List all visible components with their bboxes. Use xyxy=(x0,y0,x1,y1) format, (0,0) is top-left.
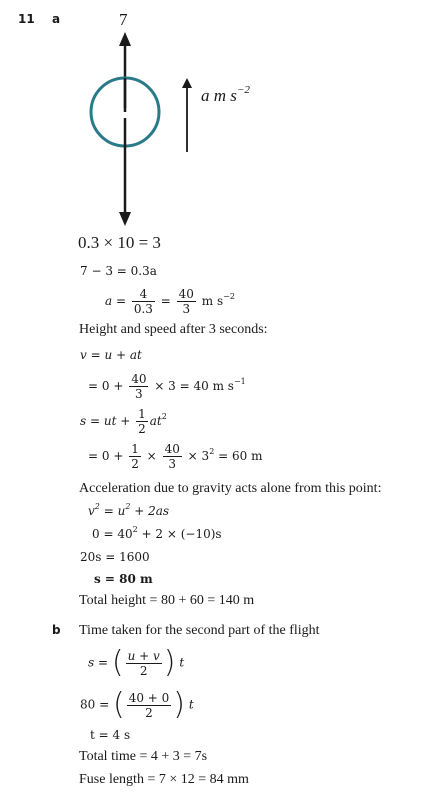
time-result: t = 4 s xyxy=(90,728,131,742)
acceleration-equation: a = $\frac{4}{0.3}$ = $\frac{40}{3}$ m $s^{-2}$ xyxy=(105,287,235,316)
height-calculation: = 0 + $\frac{1}{2}$ × $\frac{40}{3}$ × $3^2 = 60$ m xyxy=(88,442,263,471)
suvat-s-equation: s = ut + $\frac{1}{2}$ $at^2$ xyxy=(80,407,167,436)
gravity-equation-1: $v^2 = u^2 + 2as$ xyxy=(88,502,170,518)
question-number: 11 xyxy=(18,12,35,26)
gravity-result: s = 80 m xyxy=(94,572,153,586)
part-label-b: b xyxy=(52,623,61,637)
speed-calculation: = 0 + $\frac{40}{3}$ × 3 = 40 m $s^{-1}$ xyxy=(88,372,246,401)
fuse-length: Fuse length = 7 × 12 = 84 mm xyxy=(79,772,249,787)
upward-force-label: 7 xyxy=(119,10,128,29)
part-b-heading: Time taken for the second part of the flight xyxy=(79,623,320,638)
average-velocity-substitution: 80 = ( $\frac{40 + 0}{2}$ ) t xyxy=(80,687,194,722)
weight-equation: 0.3 × 10 = 3 xyxy=(78,233,161,252)
gravity-equation-2: $0 = 40^2 + 2 \times (-10)s$ xyxy=(92,525,222,541)
section-heading-gravity: Acceleration due to gravity acts alone from this point: xyxy=(79,481,382,496)
part-label-a: a xyxy=(52,12,61,26)
gravity-equation-3: 20s = 1600 xyxy=(80,550,150,564)
up-arrow-head xyxy=(119,32,131,46)
acceleration-arrow xyxy=(180,78,194,154)
total-height: Total height = 80 + 60 = 140 m xyxy=(79,593,255,608)
section-heading-3s: Height and speed after 3 seconds: xyxy=(79,322,268,337)
acceleration-label: a m $s^{-2}$ xyxy=(201,84,250,105)
average-velocity-formula: s = ( $\frac{u + v}{2}$ ) t xyxy=(88,645,185,680)
newton-equation: 7 − 3 = 0.3a xyxy=(80,264,157,278)
total-time: Total time = 4 + 3 = 7s xyxy=(79,749,208,764)
suvat-v-equation: v = u + at xyxy=(80,348,142,362)
down-arrow-head xyxy=(119,212,131,226)
force-diagram xyxy=(80,30,190,230)
